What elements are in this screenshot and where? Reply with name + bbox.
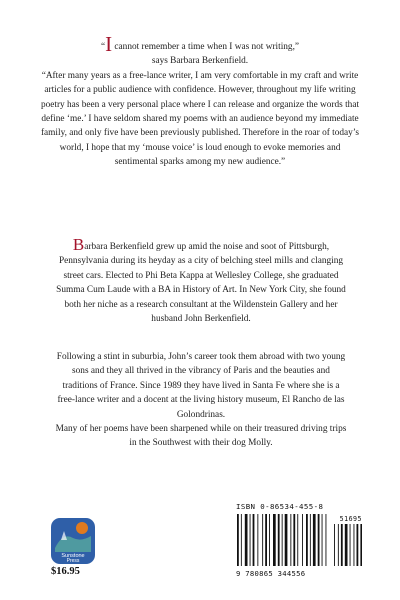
author-quote — [38, 32, 362, 170]
barcode-addon-number: 51695 — [339, 515, 362, 523]
bio-para1-text: arbara Berkenfield grew up amid the noise and soot of Pittsburgh, Pennsylvania during its heyday as a city of belching steel mills and clanging street cars. Elected to Phi Beta Kappa at Wellesley College, she graduated Summa Cum Laude with a BA in History of Art. In New York City, she found both her niche as a research consultant at the Wildenstein Gallery and her husband John Berkenfield. — [56, 242, 346, 325]
quote-drop-cap: I — [105, 32, 113, 56]
publisher-name-1: Sunstone — [61, 553, 85, 559]
bio-paragraph-2: Following a stint in suburbia, John’s career took them abroad with two young sons and they all thrived in the vibrancy of Paris and the beauties and traditions of France. Since 1989 they have lived in Santa Fe where she is a free-lance writer and a docent at the living history museum, El Rancho de las Golondrinas. — [56, 352, 346, 420]
quote-line1: cannot remember a time when I was not writing,” — [112, 42, 300, 52]
author-bio-2 — [54, 350, 348, 451]
quote-opening-line — [38, 32, 362, 56]
sunstone-logo-icon — [51, 518, 95, 564]
isbn-label: ISBN 0-86534-455-8 — [236, 502, 324, 511]
quote-open-mark: “ — [100, 42, 106, 52]
bio-paragraph-3: Many of her poems have been sharpened while on their treasured driving trips in the Southwest with their dog Molly. — [55, 424, 347, 449]
bio-drop-cap: B — [72, 235, 85, 254]
publisher-logo — [51, 518, 95, 564]
barcode-ean-number: 9 780865 344556 — [236, 569, 306, 578]
quote-attribution: says Barbara Berkenfield. — [151, 56, 249, 67]
isbn-barcode — [234, 502, 364, 580]
quote-body: “After many years as a free-lance writer, I am very comfortable in my craft and write articles for a public audience with confidence. However, throughout my life writing poetry has been a very personal place where I can release and organize the words that define ‘me.’ I have seldom shared my poems with an audience beyond my immediate family, and only five have been previously published. Therefore in the roar of today’s world, I hope that my ‘mouse voice’ is loud enough to evoke memories and sentimental sparks among my new audience.” — [40, 70, 360, 168]
publisher-name-2: Press — [66, 558, 80, 564]
bio-paragraph-1 — [56, 235, 346, 326]
author-bio-1 — [56, 235, 346, 326]
price: $16.95 — [51, 566, 80, 577]
